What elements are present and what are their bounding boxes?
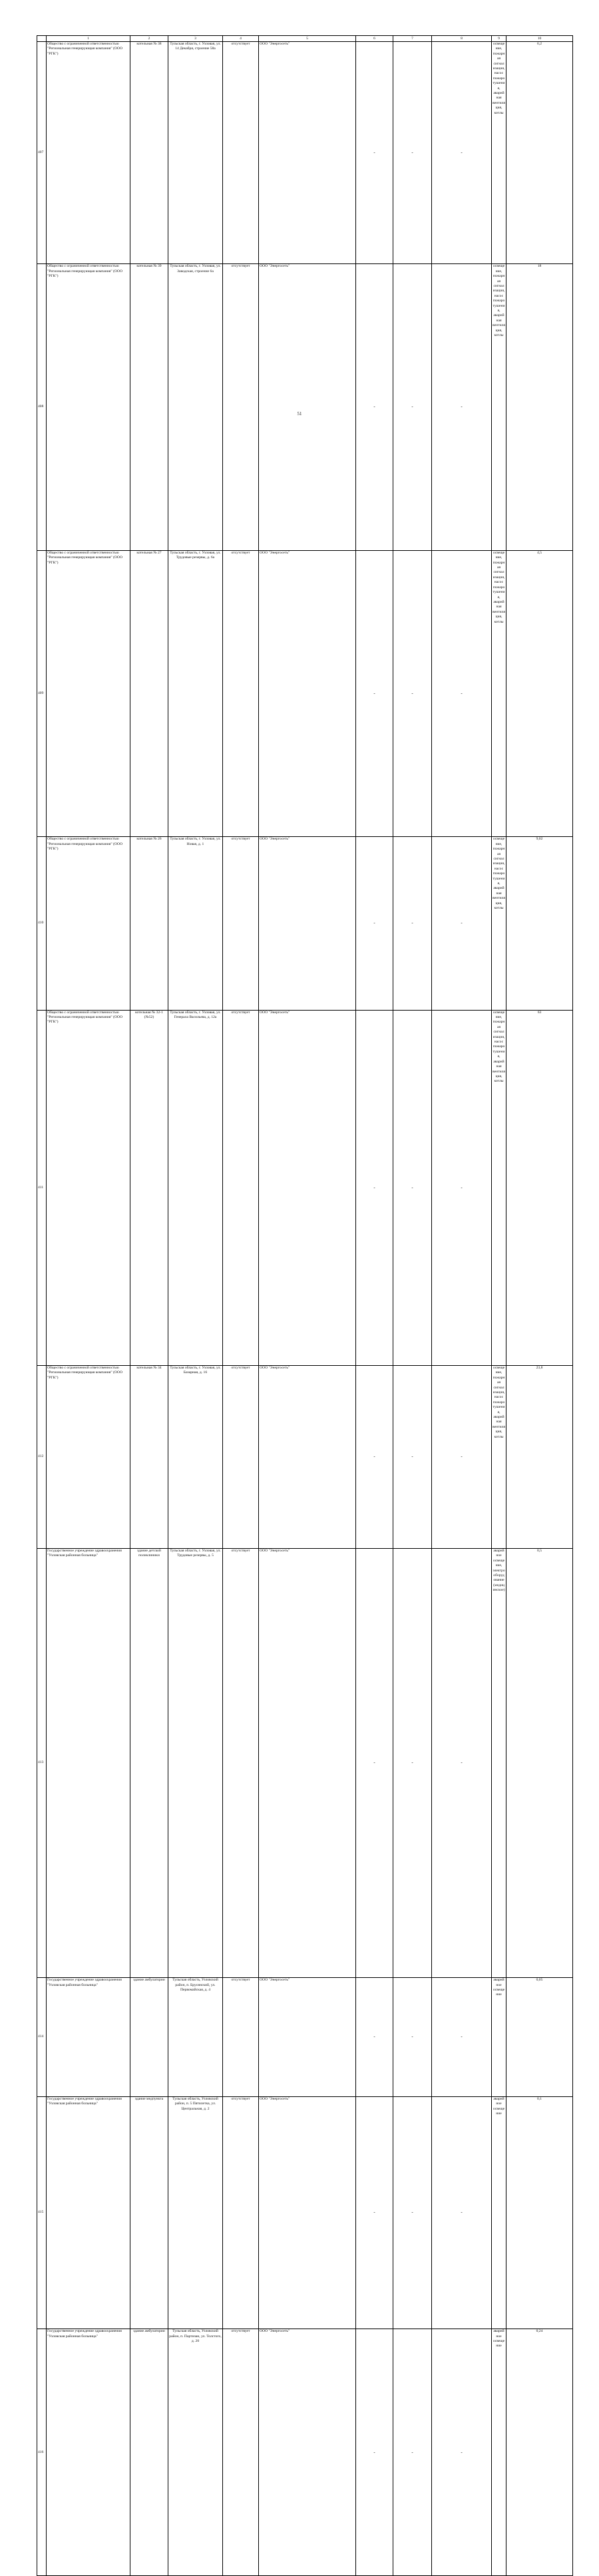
organization-cell: Государственное учреждение здравоохранения "Узловская районная больница" — [47, 1548, 130, 1977]
col4-cell: отсутствует — [223, 42, 259, 264]
col4-cell: отсутствует — [223, 1548, 259, 1977]
grid-company-cell: ООО "Энергосеть" — [259, 837, 356, 1010]
equipment-cell: аварийное освещение — [492, 2097, 506, 2329]
table-row — [37, 1365, 573, 1548]
organization-cell: Государственное учреждение здравоохранения "Узловская районная больница" — [47, 2097, 130, 2329]
power-cell: 23,8 — [506, 1365, 573, 1548]
organization-cell: Общество с ограниченной ответственностью "Региональная генерирующая компания" (ООО "РГК") — [47, 1365, 130, 1548]
equipment-cell: освещение, пожарная сигнализация, насос пожаротушения, аварийная вентиляция, котлы — [492, 1010, 506, 1365]
col-header: 5 — [259, 36, 356, 42]
row-number: 411 — [37, 1010, 47, 1365]
table-row — [37, 1978, 573, 2097]
object-cell: котельная № 27 — [130, 550, 168, 837]
object-cell: котельная № 39 — [130, 264, 168, 551]
page-number: 51 — [297, 411, 302, 416]
col-header: 4 — [223, 36, 259, 42]
address-cell: Тульская область, г. Узловая, ул. Трудовые резервы, д. 5 — [168, 1548, 223, 1977]
power-cell: 6,2 — [506, 42, 573, 264]
address-cell: Тульская область, Узловский район, п. 5 Пятилетка, ул. Центральная, д. 2 — [168, 2097, 223, 2329]
row-number: 412 — [37, 1365, 47, 1548]
row-number: 409 — [37, 550, 47, 837]
row-number: 410 — [37, 837, 47, 1010]
equipment-cell: аварийное освещение — [492, 1978, 506, 2097]
address-cell: Тульская область, Узловский район, п. Партизан, ул. Толстого, д. 20 — [168, 2329, 223, 2576]
table-row — [37, 264, 573, 551]
col-header: 1 — [47, 36, 130, 42]
grid-company-cell: ООО "Энергосеть" — [259, 42, 356, 264]
power-cell: 0,5 — [506, 1548, 573, 1977]
grid-company-cell: ООО "Энергосеть" — [259, 1010, 356, 1365]
col7-cell: - — [393, 1010, 432, 1365]
table-row — [37, 2097, 573, 2329]
object-cell: здание медпункта — [130, 2097, 168, 2329]
col8-cell: - — [432, 42, 492, 264]
address-cell: Тульская область, г. Узловая, ул. Трудовые резервы, д. 6а — [168, 550, 223, 837]
col4-cell: отсутствует — [223, 1978, 259, 2097]
col6-cell: - — [356, 1365, 393, 1548]
organization-cell: Общество с ограниченной ответственностью "Региональная генерирующая компания" (ООО "РГК") — [47, 264, 130, 551]
equipment-cell: аварийное освещение — [492, 2329, 506, 2576]
address-cell: Тульская область, г. Узловая, ул. 14 Декабря, строение 58а — [168, 42, 223, 264]
row-number: 413 — [37, 1548, 47, 1977]
col4-cell: отсутствует — [223, 2097, 259, 2329]
grid-company-cell: ООО "Энергосеть" — [259, 550, 356, 837]
object-cell: котельная № 38 — [130, 42, 168, 264]
col6-cell: - — [356, 42, 393, 264]
col-header: 7 — [393, 36, 432, 42]
row-number: 415 — [37, 2097, 47, 2329]
grid-company-cell: ООО "Энергосеть" — [259, 1548, 356, 1977]
header-row — [37, 36, 573, 42]
col8-cell: - — [432, 2329, 492, 2576]
table-row — [37, 1010, 573, 1365]
col4-cell: отсутствует — [223, 264, 259, 551]
grid-company-cell: ООО "Энергосеть" — [259, 2329, 356, 2576]
object-cell: котельная № 32-1 (№52) — [130, 1010, 168, 1365]
col7-cell: - — [393, 1548, 432, 1977]
col-header: 6 — [356, 36, 393, 42]
col-header: 2 — [130, 36, 168, 42]
row-number: 408 — [37, 264, 47, 551]
organization-cell: Общество с ограниченной ответственностью "Региональная генерирующая компания" (ООО "РГК") — [47, 1010, 130, 1365]
row-number: 414 — [37, 1978, 47, 2097]
power-cell: 0,24 — [506, 2329, 573, 2576]
power-cell: 18 — [506, 264, 573, 551]
equipment-cell: освещение, пожарная сигнализация, насос пожаротушения, аварийная вентиляция, котлы — [492, 264, 506, 551]
grid-company-cell: ООО "Энергосеть" — [259, 2097, 356, 2329]
organization-cell: Общество с ограниченной ответственностью "Региональная генерирующая компания" (ООО "РГК") — [47, 837, 130, 1010]
equipment-cell: освещение, пожарная сигнализация, насос пожаротушения, аварийная вентиляция, котлы — [492, 837, 506, 1010]
address-cell: Тульская область, г. Узловая, ул. Генерала Васильева, д. 12а — [168, 1010, 223, 1365]
col6-cell: - — [356, 1010, 393, 1365]
col8-cell: - — [432, 837, 492, 1010]
col4-cell: отсутствует — [223, 1365, 259, 1548]
organization-cell: Государственное учреждение здравоохранения "Узловская районная больница" — [47, 1978, 130, 2097]
table-row — [37, 837, 573, 1010]
address-cell: Тульская область, г. Узловая, ул. Новая, д. 1 — [168, 837, 223, 1010]
col-header: 3 — [168, 36, 223, 42]
organization-cell: Общество с ограниченной ответственностью "Региональная генерирующая компания" (ООО "РГК") — [47, 42, 130, 264]
col4-cell: отсутствует — [223, 837, 259, 1010]
col6-cell: - — [356, 264, 393, 551]
col8-cell: - — [432, 1978, 492, 2097]
power-cell: 4,5 — [506, 550, 573, 837]
organization-cell: Общество с ограниченной ответственностью "Региональная генерирующая компания" (ООО "РГК") — [47, 550, 130, 837]
organization-cell: Государственное учреждение здравоохранения "Узловская районная больница" — [47, 2329, 130, 2576]
object-cell: котельная № 34 — [130, 1365, 168, 1548]
address-cell: Тульская область, г. Узловая, ул. Заводская, строение 6а — [168, 264, 223, 551]
object-cell: здание детской поликлиники — [130, 1548, 168, 1977]
address-cell: Тульская область, г. Узловая, ул. Базарная, д. 16 — [168, 1365, 223, 1548]
equipment-cell: освещение, пожарная сигнализация, насос пожаротушения, аварийная вентиляция, котлы — [492, 1365, 506, 1548]
col6-cell: - — [356, 1978, 393, 2097]
col6-cell: - — [356, 1548, 393, 1977]
table-row — [37, 42, 573, 264]
power-cell: 63 — [506, 1010, 573, 1365]
object-cell: здание амбулатории — [130, 2329, 168, 2576]
table-row — [37, 1548, 573, 1977]
equipment-cell: освещение, пожарная сигнализация, насос пожаротушения, аварийная вентиляция, котлы — [492, 42, 506, 264]
table-row — [37, 2329, 573, 2576]
grid-company-cell: ООО "Энергосеть" — [259, 1978, 356, 2097]
col-header: 8 — [432, 36, 492, 42]
col8-cell: - — [432, 550, 492, 837]
col4-cell: отсутствует — [223, 2329, 259, 2576]
object-cell: котельная № 26 — [130, 837, 168, 1010]
col7-cell: - — [393, 550, 432, 837]
col-header: 9 — [492, 36, 506, 42]
power-cell: 9,02 — [506, 837, 573, 1010]
col-header: 10 — [506, 36, 573, 42]
col8-cell: - — [432, 264, 492, 551]
col6-cell: - — [356, 2329, 393, 2576]
equipment-cell: аварийное освещение, электрооборудование (медицинское) — [492, 1548, 506, 1977]
col7-cell: - — [393, 1978, 432, 2097]
col8-cell: - — [432, 1010, 492, 1365]
col7-cell: - — [393, 264, 432, 551]
address-cell: Тульская область, Узловский район, п. Брусянский, ул. Первомайская, д. 4 — [168, 1978, 223, 2097]
grid-company-cell: ООО "Энергосеть" — [259, 264, 356, 551]
col6-cell: - — [356, 550, 393, 837]
row-number: 416 — [37, 2329, 47, 2576]
power-cell: 0,1 — [506, 2097, 573, 2329]
col8-cell: - — [432, 1365, 492, 1548]
col6-cell: - — [356, 2097, 393, 2329]
col-header-blank — [37, 36, 47, 42]
col7-cell: - — [393, 2097, 432, 2329]
col6-cell: - — [356, 837, 393, 1010]
col7-cell: - — [393, 2329, 432, 2576]
col8-cell: - — [432, 2097, 492, 2329]
col4-cell: отсутствует — [223, 550, 259, 837]
power-cell: 0,05 — [506, 1978, 573, 2097]
grid-company-cell: ООО "Энергосеть" — [259, 1365, 356, 1548]
col7-cell: - — [393, 837, 432, 1010]
col8-cell: - — [432, 1548, 492, 1977]
col4-cell: отсутствует — [223, 1010, 259, 1365]
table-row — [37, 550, 573, 837]
object-cell: здание амбулатории — [130, 1978, 168, 2097]
col7-cell: - — [393, 42, 432, 264]
col7-cell: - — [393, 1365, 432, 1548]
row-number: 407 — [37, 42, 47, 264]
equipment-cell: освещение, пожарная сигнализация, насос пожаротушения, аварийная вентиляция, котлы — [492, 550, 506, 837]
